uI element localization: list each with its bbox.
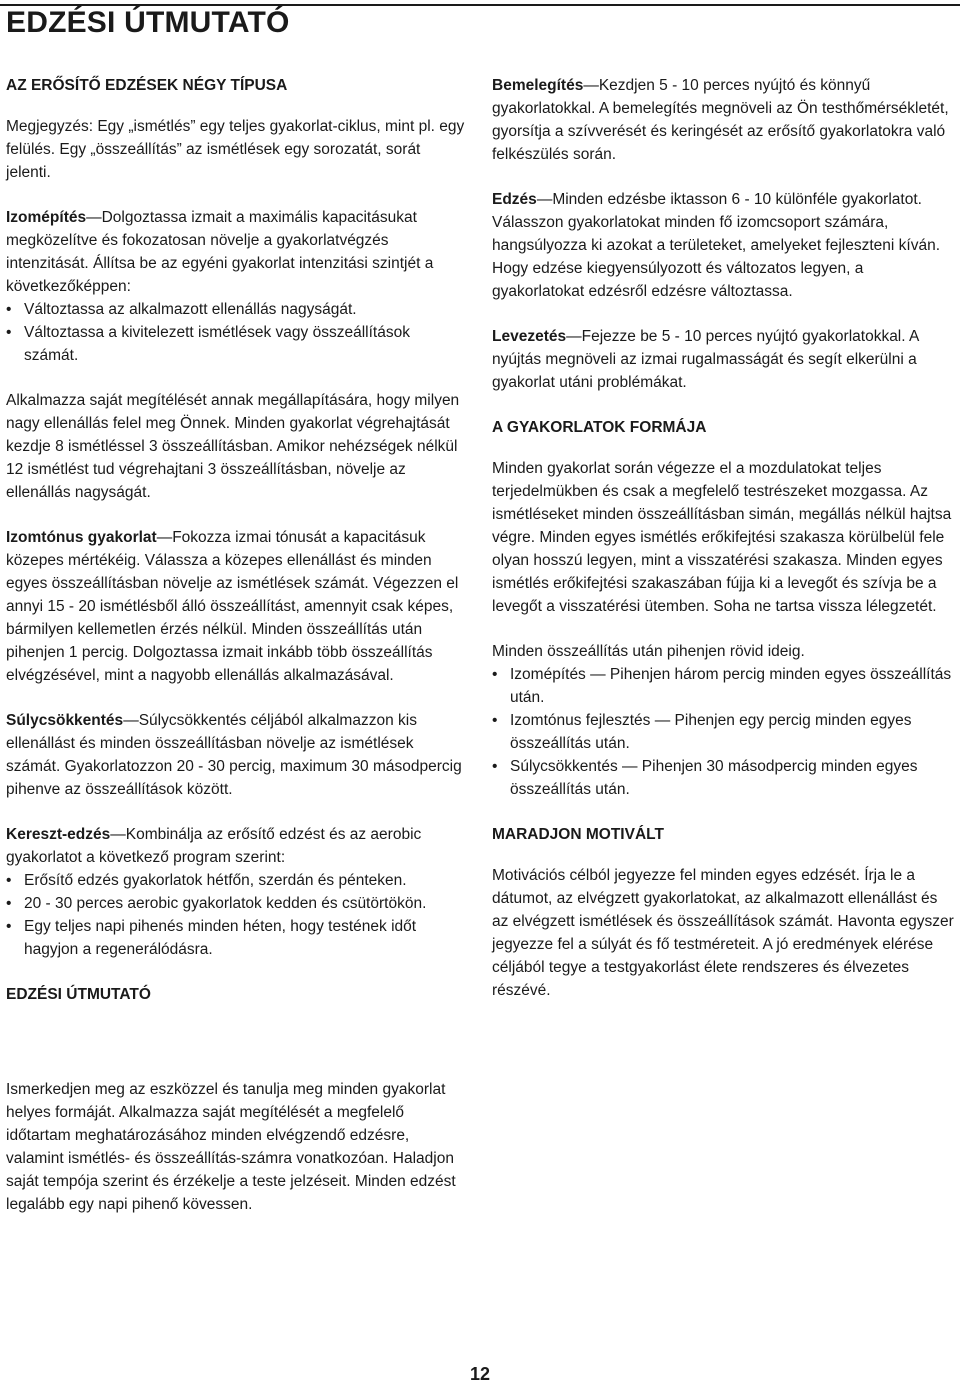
right-column: [492, 74, 954, 1024]
kereszt-list: [6, 869, 468, 961]
alkalmazza-paragraph: Alkalmazza saját megítélését annak megállapítására, hogy milyen nagy ellenállás felel meg Önnek. Minden gyakorlat végrehajtását kezdje 8 ismétléssel 3 összeállításban. Amikor nehézségek nélkül 12 ismétlést tud végrehajtani 3 összeállításban, növelje az ellenállás nagyságát.: [6, 392, 460, 501]
izomepites-term: Izomépítés: [6, 209, 87, 226]
rest-list: [492, 663, 954, 801]
sulycsokkentes-text: Súlycsökkentés céljából alkalmazzon kis ellenállást és minden összeállításban növelje az ismétlések számát. Gyakorlatozzon 20 - 30 percig, maximum 30 másodpercig pihenve az összeállítások között.: [6, 712, 462, 798]
list-item: • Súlycsökkentés — Pihenjen 30 másodpercig minden egyes összeállítás után.: [492, 755, 954, 801]
bemelegites-term: Bemelegítés: [492, 77, 584, 94]
izomepites-list: [6, 298, 468, 367]
motivalt-paragraph: Motivációs célból jegyezze fel minden egyes edzését. Írja le a dátumot, az elvégzett gyakorlatokat, az alkalmazott ellenállást és az elvégzett ismétlések és összeállítások számát. Havonta egyszer jegyezze fel a súlyát és fő testméreteit. A jó eredmények elérése céljából tegye a testgyakorlást élete rendszeres és élvezetes részévé.: [492, 867, 954, 999]
heading-maradjon-motivalt: MARADJON MOTIVÁLT: [492, 826, 664, 843]
izomtonus-paragraph: [6, 526, 468, 687]
dash: —: [536, 191, 553, 208]
edzes-paragraph: [492, 188, 954, 303]
izomepites-paragraph: [6, 206, 468, 298]
izomtonus-text: Fokozza izmai tónusát a kapacitásuk közepes mértékéig. Válassza a közepes ellenállást és minden egyes összeállításban növelje az ismétlések számát. Végezzen el annyi 15 - 20 ismétlésből álló összeállítást, amennyit csak képes, bármilyen kellemetlen érzés nélkül. Minden összeállítás után pihenjen 1 percig. Dolgoztassa izmait inkább több összeállítás elvégzésével, mint a nagyobb ellenállás alkalmazásával.: [6, 529, 459, 684]
heading-edzesi-utmutato: EDZÉSI ÚTMUTATÓ: [6, 986, 151, 1003]
note-paragraph: Megjegyzés: Egy „ismétlés” egy teljes gyakorlat-ciklus, mint pl. egy felülés. Egy „összeállítás” az ismétlések egy sorozatát, sorát jelenti.: [6, 118, 465, 181]
pihenjen-paragraph: Minden összeállítás után pihenjen rövid ideig.: [492, 643, 805, 660]
heading-four-types: AZ ERŐSÍTŐ EDZÉSEK NÉGY TÍPUSA: [6, 77, 288, 94]
heading-gyakorlatok-formaja: A GYAKORLATOK FORMÁJA: [492, 419, 707, 436]
sulycsokkentes-term: Súlycsökkentés: [6, 712, 124, 729]
sulycsokkentes-paragraph: [6, 709, 468, 801]
levezetes-term: Levezetés: [492, 328, 567, 345]
list-item: • Izomépítés — Pihenjen három percig minden egyes összeállítás után.: [492, 663, 954, 709]
kereszt-term: Kereszt-edzés: [6, 826, 111, 843]
dash: —: [583, 77, 599, 94]
left-column-bottom: [6, 1078, 468, 1238]
levezetes-text: Fejezze be 5 - 10 perces nyújtó gyakorlatokkal. A nyújtás megnöveli az izmai rugalmasságát és segít elkerülni a gyakorlat utáni problémákat.: [492, 328, 919, 391]
dash: —: [86, 209, 102, 226]
edzes-text: Minden edzésbe iktasson 6 - 10 különféle gyakorlatot. Válasszon gyakorlatokat minden fő izomcsoport számára, hangsúlyozza ki azokat a területeket, amelyeket fejleszteni kíván. Hogy edzése kiegyensúlyozott és változatos legyen, a gyakorlatokat edzésről edzésre változtassa.: [492, 191, 941, 300]
list-item: • Változtassa a kivitelezett ismétlések vagy összeállítások számát.: [6, 321, 468, 367]
dash: —: [156, 529, 173, 546]
dash: —: [110, 826, 126, 843]
list-item: • Változtassa az alkalmazott ellenállás nagyságát.: [6, 298, 468, 321]
list-item: • Erősítő edzés gyakorlatok hétfőn, szerdán és pénteken.: [6, 869, 468, 892]
forma-paragraph: Minden gyakorlat során végezze el a mozdulatokat teljes terjedelmükben és csak a megfelelő testrészeket mozgassa. Az ismétléseket minden összeállításban simán, megállás nélkül hajtsa végre. Minden egyes ismétlés erőkifejtési szakasza körülbelül fele olyan hosszú legyen, mint a visszatérési szakasza. Minden egyes ismétlés erőkifejtési szakaszában fújja ki a levegőt és szívja be a levegőt a visszatérési ütemben. Soha ne tartsa vissza lélegzetét.: [492, 460, 952, 615]
list-item: • 20 - 30 perces aerobic gyakorlatok kedden és csütörtökön.: [6, 892, 468, 915]
izomepites-text: Dolgoztassa izmait a maximális kapacitásukat megközelítve és fokozatosan növelje a gyakorlatvégzés intenzitását. Állítsa be az egyéni gyakorlat intenzitási szintjét a következőképpen:: [6, 209, 434, 295]
dash: —: [566, 328, 582, 345]
levezetes-paragraph: [492, 325, 954, 394]
dash: —: [123, 712, 139, 729]
page-number: 12: [469, 1364, 491, 1384]
edzes-term: Edzés: [492, 191, 537, 208]
bemelegites-text: Kezdjen 5 - 10 perces nyújtó és könnyű gyakorlatokkal. A bemelegítés megnöveli az Ön testhőmérsékletét, gyorsítja a szívverését és keringését az erősítő gyakorlatokra való felkészülés során.: [492, 77, 949, 163]
list-item: • Egy teljes napi pihenés minden héten, hogy testének időt hagyjon a regenerálódásra.: [6, 915, 468, 961]
list-item: • Izomtónus fejlesztés — Pihenjen egy percig minden egyes összeállítás után.: [492, 709, 954, 755]
kereszt-paragraph: [6, 823, 468, 869]
left-column: [6, 74, 468, 1024]
ismerkedjen-paragraph: Ismerkedjen meg az eszközzel és tanulja meg minden gyakorlat helyes formáját. Alkalmazza saját megítélését a megfelelő időtartam meghatározásához minden elvégzendő edzésre, valamint ismétlés- és összeállítás-számra vonatkozóan. Haladjon saját tempója szerint és érzékelje a teste jelzéseit. Minden edzést legalább egy napi pihenő kövessen.: [6, 1081, 456, 1213]
kereszt-text: Kombinálja az erősítő edzést és az aerobic gyakorlatot a következő program szerint:: [6, 826, 422, 866]
bemelegites-paragraph: [492, 74, 954, 166]
page-title: EDZÉSI ÚTMUTATÓ: [6, 6, 290, 39]
izomtonus-term: Izomtónus gyakorlat: [6, 529, 157, 546]
